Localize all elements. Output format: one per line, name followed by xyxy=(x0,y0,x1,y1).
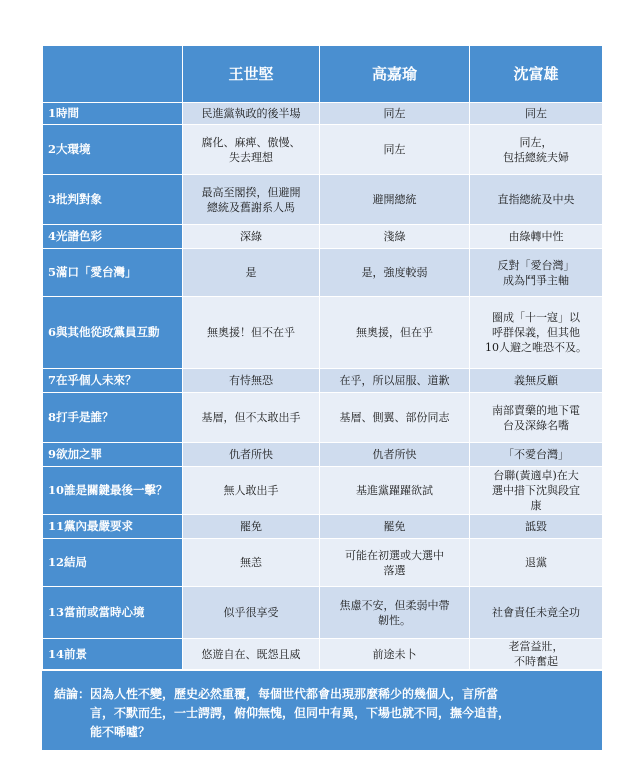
cell-col-1: 仇者所快 xyxy=(183,443,320,467)
cell-col-3: 直指總統及中央 xyxy=(470,175,603,225)
cell-col-1: 腐化、麻痺、傲慢、 失去理想 xyxy=(183,125,320,175)
cell-col-1: 似乎很享受 xyxy=(183,587,320,639)
row-label: 13當前或當時心境 xyxy=(43,587,183,639)
cell-col-3: 退黨 xyxy=(470,539,603,587)
row-label: 11黨內最嚴要求 xyxy=(43,515,183,539)
cell-col-1: 有恃無恐 xyxy=(183,369,320,393)
cell-col-2: 罷免 xyxy=(320,515,470,539)
cell-col-2: 避開總統 xyxy=(320,175,470,225)
table-row xyxy=(43,125,603,175)
cell-col-2: 焦慮不安，但柔弱中帶 韌性。 xyxy=(320,587,470,639)
cell-col-3: 同左， 包括總統夫婦 xyxy=(470,125,603,175)
cell-col-2: 前途未卜 xyxy=(320,639,470,670)
table-row xyxy=(43,467,603,515)
row-label: 8打手是誰？ xyxy=(43,393,183,443)
table-row xyxy=(43,103,603,125)
cell-col-1: 悠遊自在、既怨且威 xyxy=(183,639,320,670)
cell-col-1: 民進黨執政的後半場 xyxy=(183,103,320,125)
cell-col-2: 仇者所快 xyxy=(320,443,470,467)
table-body xyxy=(43,103,603,670)
row-label: 6與其他從政黨員互動 xyxy=(43,297,183,369)
cell-col-2: 淺綠 xyxy=(320,225,470,249)
cell-col-3: 由綠轉中性 xyxy=(470,225,603,249)
cell-col-3: 義無反顧 xyxy=(470,369,603,393)
cell-col-1: 深綠 xyxy=(183,225,320,249)
table-row xyxy=(43,225,603,249)
cell-col-3: 老當益壯， 不時奮起 xyxy=(470,639,603,670)
table-row xyxy=(43,639,603,670)
conclusion-box xyxy=(42,670,602,750)
row-label: 10誰是關鍵最後一擊？ xyxy=(43,467,183,515)
row-label: 3批判對象 xyxy=(43,175,183,225)
row-label: 12結局 xyxy=(43,539,183,587)
table-row xyxy=(43,369,603,393)
table-row xyxy=(43,443,603,467)
row-label: 2大環境 xyxy=(43,125,183,175)
table-row xyxy=(43,587,603,639)
comparison-table xyxy=(42,45,603,670)
cell-col-3: 圈成「十一寇」以 呼群保義，但其他 10人避之唯恐不及。 xyxy=(470,297,603,369)
cell-col-1: 無恙 xyxy=(183,539,320,587)
cell-col-3: 社會責任未竟全功 xyxy=(470,587,603,639)
table-row xyxy=(43,175,603,225)
row-label: 5滿口「愛台灣」 xyxy=(43,249,183,297)
row-label: 14前景 xyxy=(43,639,183,670)
row-label: 7在乎個人未來？ xyxy=(43,369,183,393)
cell-col-2: 同左 xyxy=(320,103,470,125)
cell-col-2: 同左 xyxy=(320,125,470,175)
cell-col-2: 基進黨躍躍欲試 xyxy=(320,467,470,515)
cell-col-1: 最高至閣揆，但避開 總統及舊謝系人馬 xyxy=(183,175,320,225)
cell-col-3: 詆毀 xyxy=(470,515,603,539)
cell-col-3: 「不愛台灣」 xyxy=(470,443,603,467)
cell-col-2: 在乎，所以屈服、道歉 xyxy=(320,369,470,393)
cell-col-2: 無奧援，但在乎 xyxy=(320,297,470,369)
table-row xyxy=(43,249,603,297)
table-row xyxy=(43,539,603,587)
cell-col-1: 是 xyxy=(183,249,320,297)
table-row xyxy=(43,297,603,369)
comparison-table-container xyxy=(42,45,602,750)
header-col-2: 高嘉瑜 xyxy=(320,46,470,103)
cell-col-2: 基層、側翼、部份同志 xyxy=(320,393,470,443)
cell-col-2: 是，強度較弱 xyxy=(320,249,470,297)
header-col-1: 王世堅 xyxy=(183,46,320,103)
cell-col-1: 基層，但不太敢出手 xyxy=(183,393,320,443)
row-label: 1時間 xyxy=(43,103,183,125)
conclusion-line-1: 結論：因為人性不變，歷史必然重覆，每個世代都會出現那麼稀少的幾個人，言所當 xyxy=(54,687,499,701)
cell-col-1: 罷免 xyxy=(183,515,320,539)
cell-col-3: 台聯(黃適卓)在大 選中措下沈與段宜 康 xyxy=(470,467,603,515)
row-label: 9欲加之罪 xyxy=(43,443,183,467)
conclusion-line-3: 能不唏噓？ xyxy=(90,725,151,739)
cell-col-1: 無人敢出手 xyxy=(183,467,320,515)
cell-col-3: 反對「愛台灣」 成為鬥爭主軸 xyxy=(470,249,603,297)
table-row xyxy=(43,393,603,443)
cell-col-1: 無奧援！但不在乎 xyxy=(183,297,320,369)
conclusion-line-2: 言，不默而生，一士諤諤，俯仰無愧，但同中有異，下場也就不同，撫今追昔， xyxy=(90,706,511,720)
cell-col-2: 可能在初選或大選中 落選 xyxy=(320,539,470,587)
cell-col-3: 同左 xyxy=(470,103,603,125)
table-row xyxy=(43,515,603,539)
header-row xyxy=(43,46,603,103)
header-corner xyxy=(43,46,183,103)
cell-col-3: 南部賣藥的地下電 台及深綠名嘴 xyxy=(470,393,603,443)
row-label: 4光譜色彩 xyxy=(43,225,183,249)
header-col-3: 沈富雄 xyxy=(470,46,603,103)
